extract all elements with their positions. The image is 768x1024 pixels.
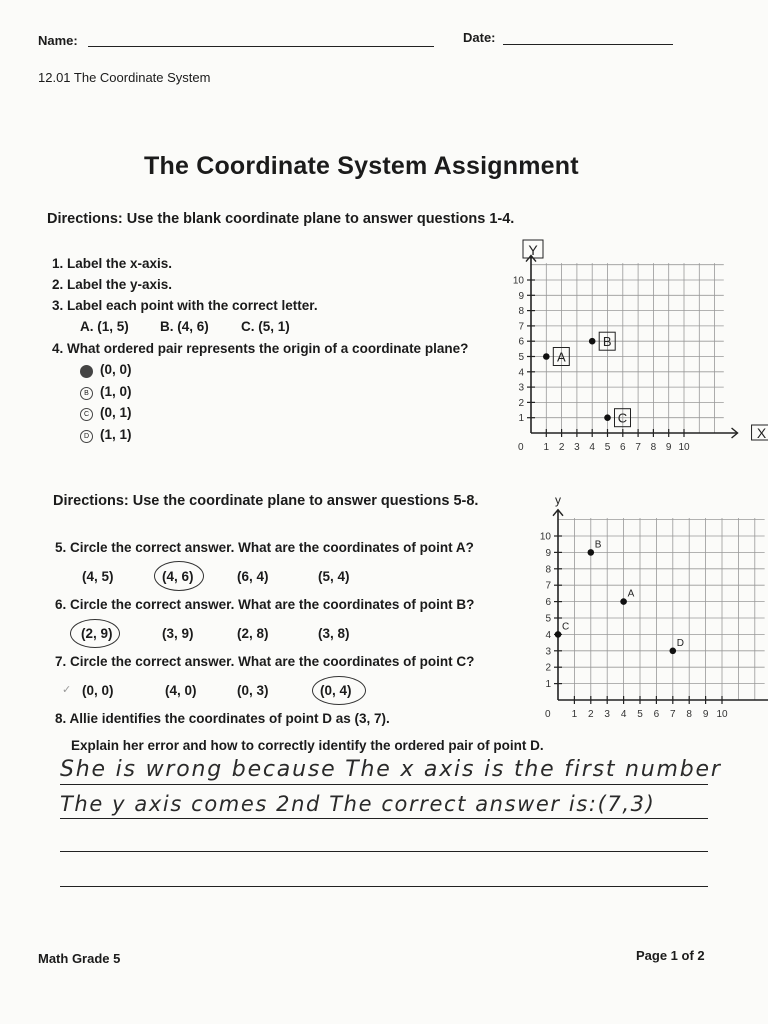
y-tick-label: 7 (545, 580, 551, 592)
coordinate-plane-2 (528, 492, 764, 730)
y-tick-label: 10 (512, 275, 524, 287)
x-tick-label: 9 (702, 709, 709, 720)
question-1: 1. Label the x-axis. (52, 256, 173, 271)
bubble-b-icon[interactable]: B (80, 387, 93, 400)
x-tick-label: 5 (637, 709, 643, 720)
question-8: 8. Allie identifies the coordinates of point D as (3, 7). (55, 711, 390, 726)
bubble-a-icon[interactable]: A (80, 365, 93, 378)
bubble-c-icon[interactable]: C (80, 408, 93, 421)
question-8-explain: Explain her error and how to correctly identify the ordered pair of point D. (71, 738, 544, 753)
footer-course: Math Grade 5 (38, 951, 121, 966)
x-tick-label: 2 (588, 709, 594, 720)
data-point (555, 631, 562, 638)
x-tick-label: 9 (665, 442, 672, 453)
q4-option-b[interactable]: B (1, 0) (80, 384, 132, 400)
data-point (543, 353, 550, 360)
handwritten-answer-line-1: She is wrong because The x axis is the first number (60, 757, 722, 782)
x-tick-label: 3 (604, 709, 610, 720)
y-tick-label: 5 (545, 613, 551, 625)
q5-option-1[interactable]: (4, 5) (82, 569, 114, 584)
y-tick-label: 3 (518, 382, 524, 394)
q6-answer-circle (70, 619, 120, 648)
q5-option-2[interactable]: (4, 6) (162, 569, 194, 584)
coordinate-plane-1 (495, 236, 767, 458)
q5-option-4[interactable]: (5, 4) (318, 569, 350, 584)
y-tick-label: 1 (518, 413, 524, 425)
q3-point-b: B. (4, 6) (160, 319, 209, 334)
x-tick-label: 1 (543, 442, 550, 453)
y-tick-label: 9 (518, 290, 524, 302)
x-axis-label: X (756, 425, 767, 441)
data-point (620, 598, 627, 605)
question-3: 3. Label each point with the correct letter. (52, 298, 318, 313)
x-tick-label: 10 (678, 442, 690, 453)
q7-answer-circle (312, 676, 366, 705)
y-tick-label: 7 (518, 321, 524, 333)
y-tick-label: 2 (545, 662, 551, 674)
x-tick-label: 1 (571, 709, 578, 720)
x-tick-label: 8 (686, 709, 692, 720)
q7-option-3[interactable]: (0, 3) (237, 683, 269, 698)
q4-option-c[interactable]: C (0, 1) (80, 405, 132, 421)
answer-line-1 (60, 784, 708, 785)
page-title: The Coordinate System Assignment (144, 152, 579, 180)
question-2: 2. Label the y-axis. (52, 277, 173, 292)
y-axis-label: Y (528, 242, 538, 258)
answer-line-4 (60, 886, 708, 887)
q6-option-2[interactable]: (3, 9) (162, 626, 194, 641)
y-tick-label: 4 (545, 629, 551, 641)
point-label: B (602, 334, 612, 350)
origin-label: 0 (518, 442, 524, 453)
q5-option-3[interactable]: (6, 4) (237, 569, 269, 584)
data-point (589, 338, 596, 345)
q7-option-2[interactable]: (4, 0) (165, 683, 197, 698)
q4-option-d[interactable]: D (1, 1) (80, 427, 132, 443)
check-mark-icon: ✓ (62, 684, 72, 696)
x-tick-label: 2 (558, 442, 565, 453)
q7-option-1[interactable]: (0, 0) (82, 683, 114, 698)
name-label: Name: (38, 33, 78, 48)
answer-line-3 (60, 851, 708, 852)
y-tick-label: 6 (518, 336, 524, 348)
x-tick-label: 5 (604, 442, 611, 453)
x-tick-label: 7 (635, 442, 641, 453)
y-tick-label: 8 (518, 306, 524, 318)
x-tick-label: 6 (653, 709, 660, 720)
question-4: 4. What ordered pair represents the origin of a coordinate plane? (52, 341, 469, 356)
point-label: A (627, 588, 635, 600)
y-tick-label: 5 (518, 352, 524, 363)
point-label: C (562, 621, 570, 633)
origin-label: 0 (545, 709, 551, 720)
directions-part1: Directions: Use the blank coordinate plane to answer questions 1-4. (47, 211, 515, 227)
point-label: D (676, 637, 685, 649)
y-tick-label: 6 (545, 597, 551, 609)
y-tick-label: 9 (545, 547, 551, 559)
q5-answer-circle (154, 561, 204, 591)
footer-page: Page 1 of 2 (636, 948, 705, 963)
point-label: A (556, 349, 566, 365)
x-tick-label: 4 (620, 709, 627, 720)
date-label: Date: (463, 30, 496, 45)
answer-line-2 (60, 818, 708, 819)
question-6: 6. Circle the correct answer. What are the coordinates of point B? (55, 597, 475, 612)
y-tick-label: 4 (518, 367, 524, 379)
handwritten-answer-line-2: The y axis comes 2nd The correct answer is:(7,3) (60, 792, 656, 816)
point-label: B (594, 539, 602, 551)
q3-point-a: A. (1, 5) (80, 319, 129, 334)
data-point (604, 414, 611, 421)
y-tick-label: 2 (518, 397, 524, 409)
y-tick-label: 3 (545, 646, 551, 658)
bubble-d-icon[interactable]: D (80, 430, 93, 443)
name-field[interactable] (88, 46, 434, 47)
x-tick-label: 7 (670, 709, 676, 720)
y-tick-label: 10 (539, 531, 551, 543)
x-tick-label: 3 (574, 442, 580, 453)
y-axis-label: y (555, 492, 561, 507)
q6-option-4[interactable]: (3, 8) (318, 626, 350, 641)
data-point (588, 549, 595, 556)
q3-point-c: C. (5, 1) (241, 319, 290, 334)
question-7: 7. Circle the correct answer. What are the coordinates of point C? (55, 654, 475, 669)
y-tick-label: 1 (545, 679, 551, 691)
q6-option-1[interactable]: (2, 9) (81, 626, 113, 641)
directions-part2: Directions: Use the coordinate plane to answer questions 5-8. (53, 493, 479, 509)
lesson-label: 12.01 The Coordinate System (38, 70, 211, 85)
q4-option-a[interactable]: A (0, 0) (80, 362, 132, 378)
x-tick-label: 6 (620, 442, 626, 453)
data-point (670, 648, 677, 655)
date-field[interactable] (503, 44, 673, 45)
q6-option-3[interactable]: (2, 8) (237, 626, 269, 641)
point-label: C (617, 410, 628, 426)
question-5: 5. Circle the correct answer. What are the coordinates of point A? (55, 540, 474, 555)
q7-option-4[interactable]: (0, 4) (320, 683, 352, 698)
x-tick-label: 10 (716, 709, 728, 720)
x-tick-label: 4 (589, 442, 595, 453)
x-tick-label: 8 (650, 442, 657, 453)
y-tick-label: 8 (545, 564, 551, 576)
